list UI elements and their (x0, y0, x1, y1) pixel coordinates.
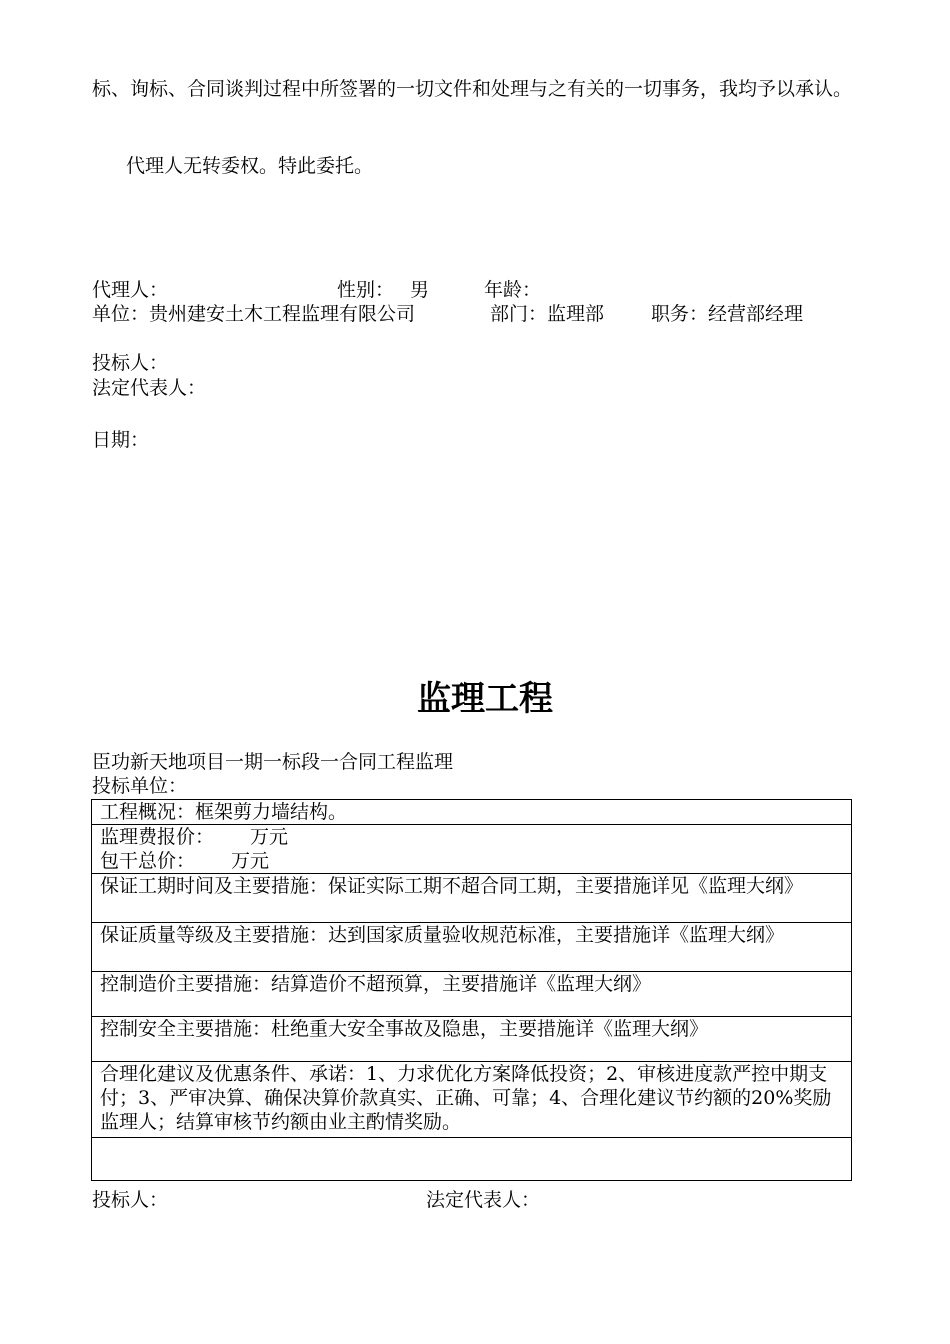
overview-cell: 工程概况：框架剪力墙结构。 (92, 800, 852, 825)
fee-label: 监理费报价： (100, 826, 215, 848)
empty-cell (92, 1138, 852, 1181)
bidder-label: 投标人： (92, 352, 169, 374)
section-title: 监理工程 (417, 679, 553, 719)
total-price-label: 包干总价： (100, 850, 196, 872)
proposal-cell: 合理化建议及优惠条件、承诺：1、力求优化方案降低投资；2、审核进度款严控中期支付；3、严审决算、确保决算价款真实、正确、可靠；4、合理化建议节约额的20%奖励监理人；结算审核节约额由业主酌情奖励。 (92, 1062, 852, 1138)
legal-representative-label: 法定代表人： (92, 377, 207, 399)
total-price-unit: 万元 (231, 850, 270, 872)
table-row (92, 1017, 852, 1062)
date-label: 日期： (92, 429, 150, 451)
table-row (92, 1062, 852, 1138)
intro-paragraph: 标、询标、合同谈判过程中所签署的一切文件和处理与之有关的一切事务，我均予以承认。 (92, 78, 853, 100)
table-row (92, 1138, 852, 1181)
table-row (92, 972, 852, 1017)
table-row (92, 923, 852, 972)
no-delegation-statement: 代理人无转委权。特此委托。 (126, 155, 374, 177)
agent-unit: 单位：贵州建安土木工程监理有限公司 (92, 303, 416, 325)
cost-control-cell: 控制造价主要措施：结算造价不超预算，主要措施详《监理大纲》 (92, 972, 852, 1017)
agent-gender-value: 男 (410, 279, 430, 301)
project-name: 臣功新天地项目一期一标段一合同工程监理 (92, 751, 454, 773)
footer-bidder-label: 投标人： (92, 1189, 169, 1211)
table-row (92, 825, 852, 874)
bidder-unit-label: 投标单位： (92, 775, 188, 797)
fee-unit: 万元 (250, 826, 289, 848)
agent-gender-label: 性别： (337, 279, 395, 301)
agent-age-label: 年龄： (484, 279, 542, 301)
table-row (92, 874, 852, 923)
table-row (92, 800, 852, 825)
safety-control-cell: 控制安全主要措施：杜绝重大安全事故及隐患，主要措施详《监理大纲》 (92, 1017, 852, 1062)
footer-legal-representative-label: 法定代表人： (426, 1189, 541, 1211)
quality-cell: 保证质量等级及主要措施：达到国家质量验收规范标准，主要措施详《监理大纲》 (92, 923, 852, 972)
agent-department: 部门：监理部 (490, 303, 605, 325)
agent-position: 职务：经营部经理 (651, 303, 804, 325)
agent-name-label: 代理人： (92, 279, 169, 301)
bid-summary-table (91, 799, 852, 1181)
schedule-cell: 保证工期时间及主要措施：保证实际工期不超合同工期，主要措施详见《监理大纲》 (92, 874, 852, 923)
price-cell (92, 825, 852, 874)
